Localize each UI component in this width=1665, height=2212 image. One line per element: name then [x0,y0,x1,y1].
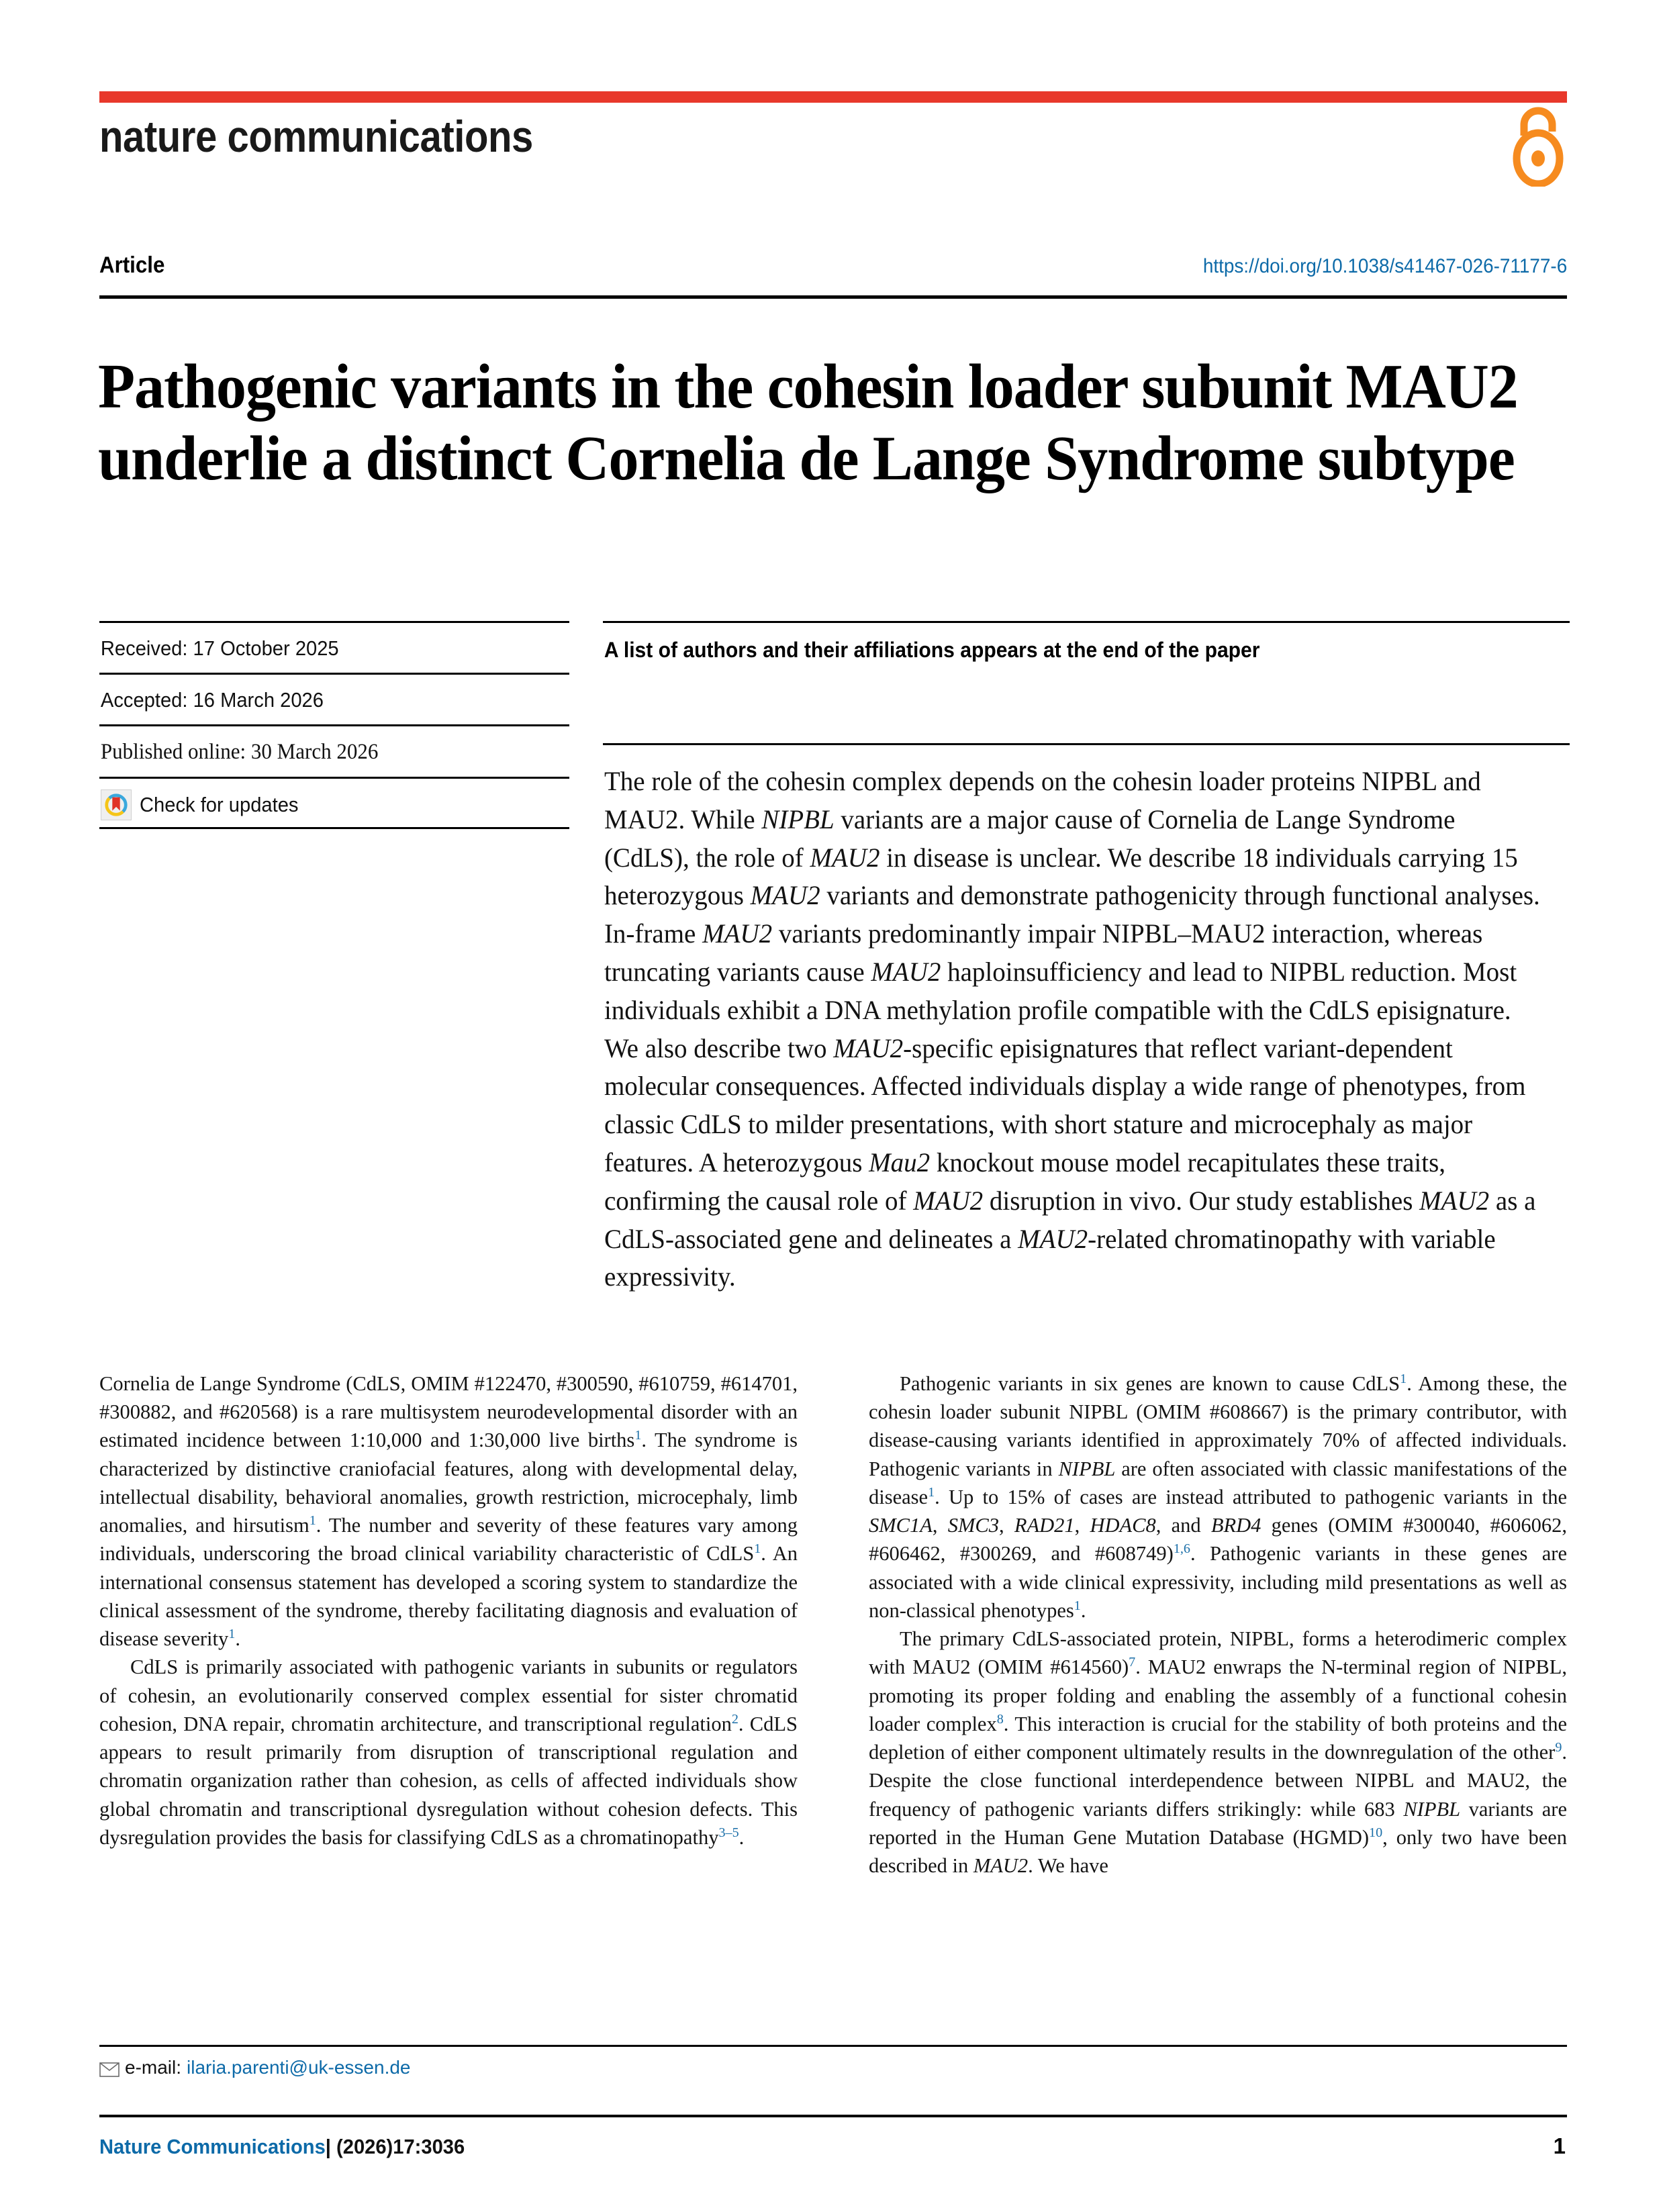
footer-divider-bottom [99,2115,1567,2117]
published-date: Published online: 30 March 2026 [100,740,379,764]
email-address-link[interactable]: ilaria.parenti@uk-essen.de [187,2057,411,2078]
open-access-icon [1509,106,1567,187]
header-divider [99,295,1567,299]
citation-detail: | (2026)17:3036 [325,2135,465,2158]
authors-affiliation-note: A list of authors and their affiliations appears at the end of the paper [604,638,1260,662]
brand-accent-bar [99,91,1567,103]
body-column-left [99,1369,798,1852]
journal-name: Nature Communications [99,2135,326,2158]
footer-divider-top [99,2045,1567,2047]
body-paragraph: CdLS is primarily associated with pathogenic variants in subunits or regulators of cohesin, an evolutionarily conserved complex essential for sister chromatid cohesion, DNA repair, chromatin architecture, and transcriptional regulation$^2$. CdLS appears to result primarily from disruption of transcriptional regulation and chromatin organization rather than cohesion, as cells of affected individuals show global chromatin and transcriptional dysregulation without cohesion defects. This dysregulation provides the basis for classifying CdLS as a chromatinopathy$^{3-5}$. [99,1655,798,1849]
doi-link[interactable]: https://doi.org/10.1038/s41467-026-71177-6 [1202,255,1567,277]
body-paragraph: Cornelia de Lange Syndrome (CdLS, OMIM #122470, #300590, #610759, #614701, #300882, and #620568) is a rare multisystem neurodevelopmental disorder with an estimated incidence between 1:10,000 and 1:30,000 live births$^1$. The syndrome is characterized by distinctive craniofacial features, along with developmental delay, intellectual disability, behavioral anomalies, growth restriction, microcephaly, limb anomalies, and hirsutism$^1$. The number and severity of these features vary among individuals, underscoring the broad clinical variability characteristic of CdLS$^1$. An international consensus statement has developed a scoring system to standardize the clinical assessment of the syndrome, thereby facilitating diagnosis and evaluation of disease severity$^1$. [99,1372,798,1651]
meta-divider [99,827,569,829]
body-column-right [869,1369,1567,1880]
accepted-date: Accepted: 16 March 2026 [100,688,324,712]
corresponding-email [99,2057,411,2078]
article-doi-row [99,252,1567,289]
abstract-block [603,621,1570,1296]
email-label: e-mail: [125,2057,182,2078]
body-paragraph: Pathogenic variants in six genes are known to cause CdLS$^1$. Among these, the cohesin loader subunit NIPBL (OMIM #608667) is the primary contributor, with disease-causing variants identified in approximately 70% of affected individuals. Pathogenic variants in NIPBL are often associated with classic manifestations of the disease$^1$. Up to 15% of cases are instead attributed to pathogenic variants in the SMC1A, SMC3, RAD21, HDAC8, and BRD4 genes (OMIM #300040, #606062, #606462, #300269, and #608749)$^{1,6}$. Pathogenic variants in these genes are associated with a wide clinical expressivity, including mild presentations as well as non-classical phenotypes$^1$. [869,1371,1568,1622]
check-for-updates-button[interactable] [99,779,569,827]
check-for-updates-label: Check for updates [140,793,299,816]
publication-meta [99,621,569,829]
received-date: Received: 17 October 2025 [100,636,339,660]
crossmark-icon [101,789,132,820]
journal-masthead: nature communications [99,111,533,161]
page-number: 1 [1553,2133,1566,2158]
envelope-icon [99,2060,120,2075]
page-title: Pathogenic variants in the cohesin loader subunit MAU2 underlie a distinct Cornelia de Lange Syndrome subtype [98,351,1518,494]
abstract-text: The role of the cohesin complex depends on the cohesin loader proteins NIPBL and MAU2. While NIPBL variants are a major cause of Cornelia de Lange Syndrome (CdLS), the role of MAU2 in disease is unclear. We describe 18 individuals carrying 15 heterozygous MAU2 variants and demonstrate pathogenicity through functional analyses. In-frame MAU2 variants predominantly impair NIPBL–MAU2 interaction, whereas truncating variants cause MAU2 haploinsufficiency and lead to NIPBL reduction. Most individuals exhibit a DNA methylation profile compatible with the CdLS episignature. We also describe two MAU2-specific episignatures that reflect variant-dependent molecular consequences. Affected individuals display a wide range of phenotypes, from classic CdLS to milder presentations, with short stature and microcephaly as major features. A heterozygous Mau2 knockout mouse model recapitulates these traits, confirming the causal role of MAU2 disruption in vivo. Our study establishes MAU2 as a CdLS-associated gene and delineates a MAU2-related chromatinopathy with variable expressivity. [604,766,1540,1292]
journal-citation [99,2135,465,2159]
article-type-label: Article [99,252,165,278]
body-paragraph: The primary CdLS-associated protein, NIPBL, forms a heterodimeric complex with MAU2 (OMIM #614560)$^7$. MAU2 enwraps the N-terminal region of NIPBL, promoting its proper folding and enabling the assembly of a functional cohesin loader complex$^8$. This interaction is crucial for the stability of both proteins and the depletion of either component ultimately results in the downregulation of the other$^9$. Despite the close functional interdependence between NIPBL and MAU2, the frequency of pathogenic variants differs strikingly: while 683 NIPBL variants are reported in the Human Gene Mutation Database (HGMD)$^{10}$, only two have been described in MAU2. We have [869,1627,1568,1877]
